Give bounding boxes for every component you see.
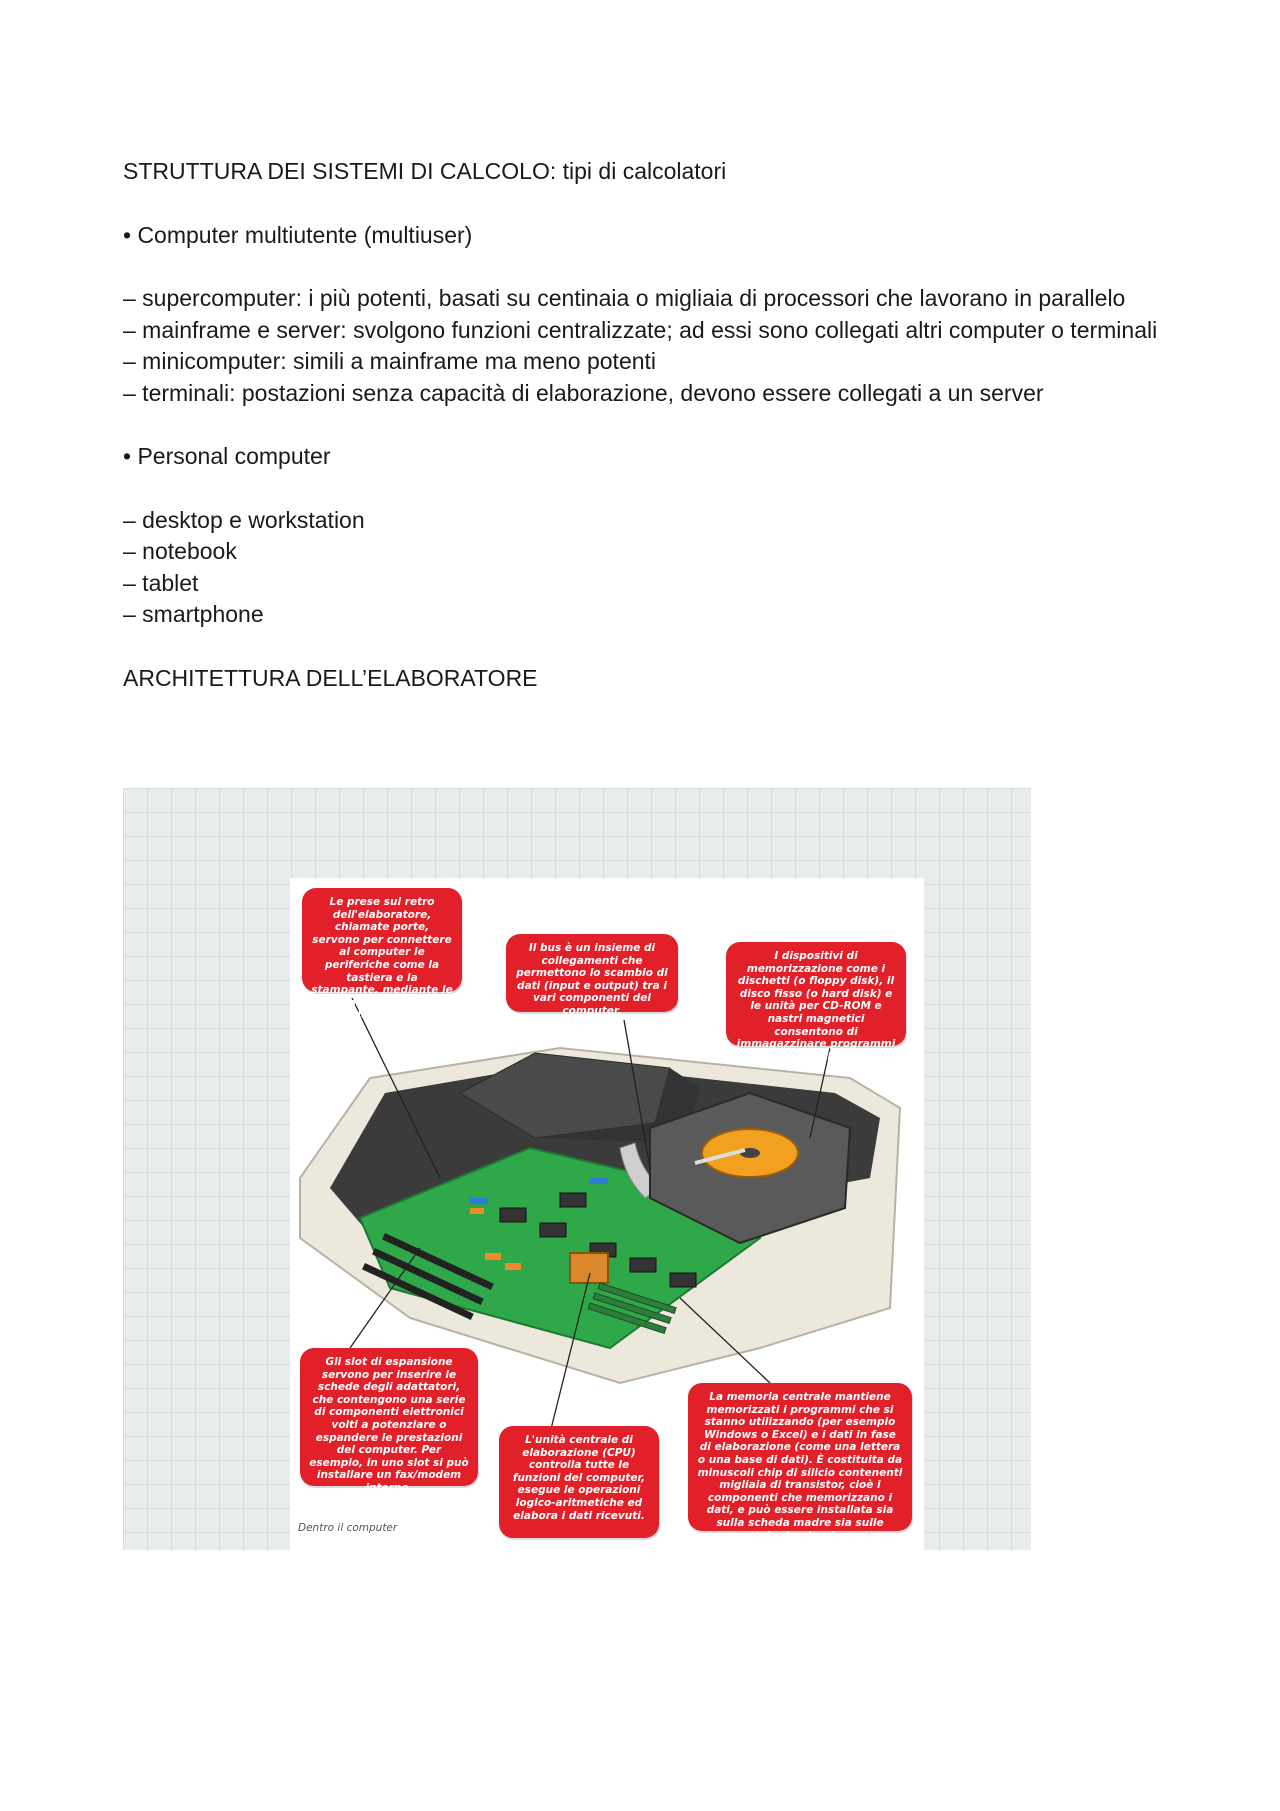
callout-bus: Il bus è un insieme di collegamenti che permettono lo scambio di dati (input e output) tra i vari componenti del computer. xyxy=(506,934,678,1012)
document-body xyxy=(123,156,1163,694)
callout-slots: Gli slot di espansione servono per inserire le schede degli adattatori, che contengono una serie di componenti elettronici volti a potenziare o espandere le prestazioni del computer. Per esempio, in uno slot si può installare un fax/modem interno. xyxy=(300,1348,478,1486)
figure-caption: Dentro il computer xyxy=(298,1522,398,1534)
callout-ports: Le prese sul retro dell'elaboratore, chiamate porte, servono per connettere al computer le periferiche come la tastiera e la stampante, mediante le quali è possibile immettere e ricevere dati. xyxy=(302,888,462,992)
list-item: – supercomputer: i più potenti, basati su centinaia o migliaia di processori che lavorano in parallelo xyxy=(123,285,1126,311)
list-item: – desktop e workstation xyxy=(123,506,365,533)
multiuser-heading: • Computer multiutente (multiuser) xyxy=(123,221,473,248)
personal-heading: • Personal computer xyxy=(123,443,331,469)
callout-storage: I dispositivi di memorizzazione come i dischetti (o floppy disk), il disco fisso (o hard disk) e le unità per CD-ROM e nastri magnetici consentono di immagazzinare programmi e dati. xyxy=(726,942,906,1046)
section-title: STRUTTURA DEI SISTEMI DI CALCOLO: tipi di calcolatori xyxy=(123,158,727,184)
computer-diagram xyxy=(290,878,924,1550)
callout-memory: La memoria centrale mantiene memorizzati i programmi che si stanno utilizzando (per esempio Windows o Excel) e i dati in fase di elaborazione (come una lettera o una base di dati). È costituita da minuscoli chip di silicio contenenti migliaia di transistor, cioè i componenti che memorizzano i dati, e può essere installata sia sulla scheda madre sia sulle schede plug-in. xyxy=(688,1383,912,1531)
list-item: – minicomputer: simili a mainframe ma meno potenti xyxy=(123,348,657,374)
list-item: – notebook xyxy=(123,538,237,564)
list-item: – tablet xyxy=(123,569,199,596)
callout-cpu: L'unità centrale di elaborazione (CPU) controlla tutte le funzioni del computer, esegue le operazioni logico-aritmetiche ed elabora i dati ricevuti. xyxy=(499,1426,659,1538)
list-item: – smartphone xyxy=(123,601,264,627)
list-item: – mainframe e server: svolgono funzioni centralizzate; ad essi sono collegati altri computer o terminali xyxy=(123,316,1158,343)
figure-frame xyxy=(123,788,1031,1550)
architecture-title: ARCHITETTURA DELL’ELABORATORE xyxy=(123,664,538,691)
list-item: – terminali: postazioni senza capacità di elaborazione, devono essere collegati a un server xyxy=(123,379,1044,406)
